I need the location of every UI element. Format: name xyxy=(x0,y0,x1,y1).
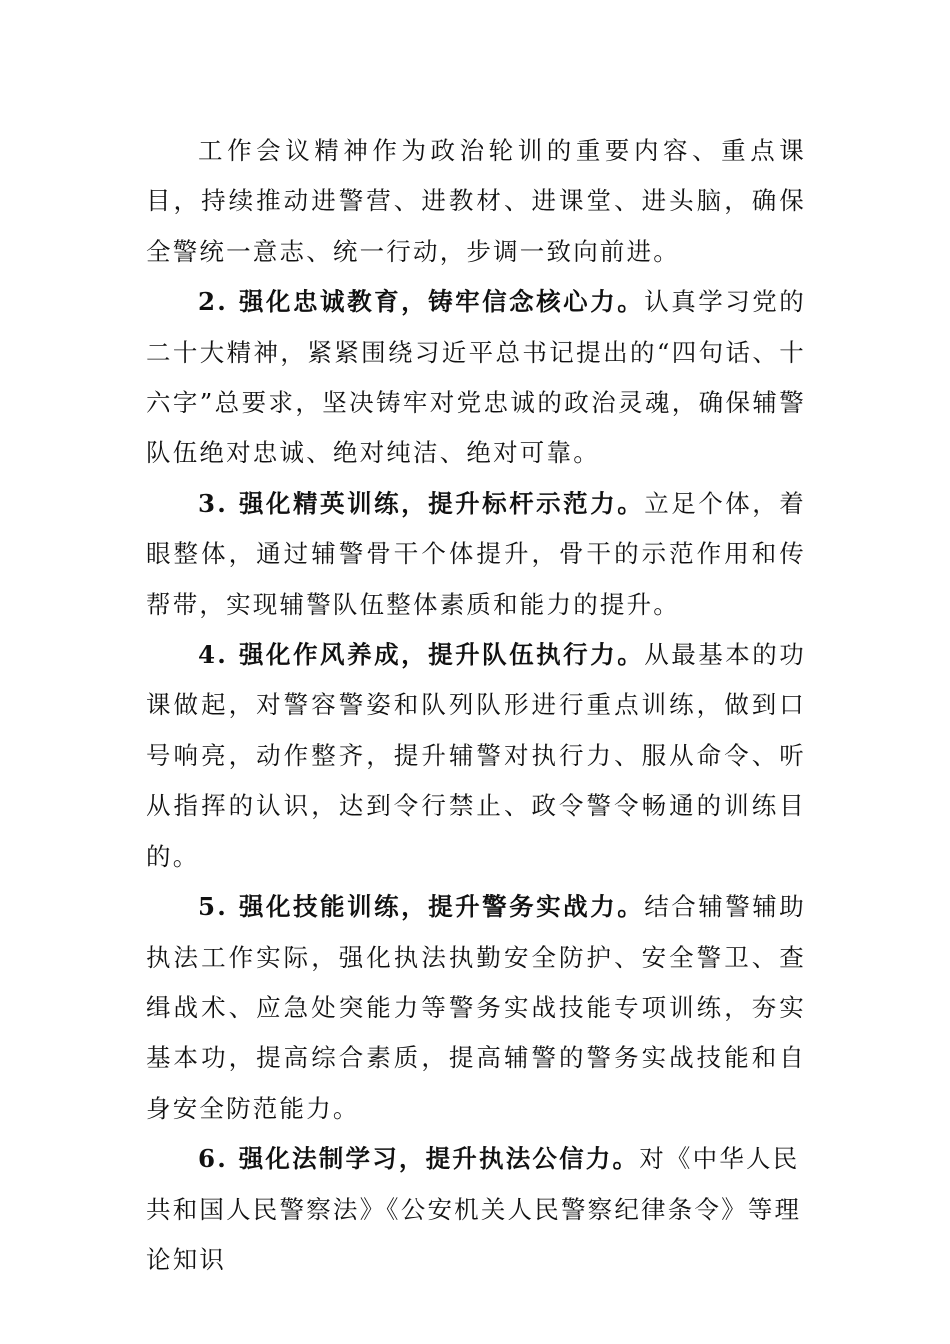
paragraph-6 xyxy=(146,1134,806,1285)
paragraph-2 xyxy=(146,277,806,479)
paragraph-4 xyxy=(146,630,806,882)
paragraph-1 xyxy=(146,126,806,277)
paragraph-4-body: 从最基本的功课做起，对警容警姿和队列队形进行重点训练，做到口号响亮，动作整齐，提升辅警对执行力、服从命令、听从指挥的认识，达到令行禁止、政令警令畅通的训练目的。 xyxy=(146,640,806,871)
paragraph-5-body: 结合辅警辅助执法工作实际，强化执法执勤安全防护、安全警卫、查缉战术、应急处突能力等警务实战技能专项训练，夯实基本功，提高综合素质，提高辅警的警务实战技能和自身安全防范能力。 xyxy=(146,892,806,1123)
paragraph-3-lead: 3. 强化精英训练，提升标杆示范力。 xyxy=(198,488,645,518)
paragraph-3-body: 立足个体，着眼整体，通过辅警骨干个体提升，骨干的示范作用和传帮带，实现辅警队伍整体素质和能力的提升。 xyxy=(146,488,806,619)
paragraph-5 xyxy=(146,882,806,1134)
paragraph-6-lead: 6. 强化法制学习，提升执法公信力。 xyxy=(198,1144,640,1174)
paragraph-6-body: 对《中华人民共和国人民警察法》《公安机关人民警察纪律条令》等理论知识 xyxy=(146,1144,802,1274)
paragraph-2-lead: 2. 强化忠诚教育，铸牢信念核心力。 xyxy=(198,287,645,317)
paragraph-5-lead: 5. 强化技能训练，提升警务实战力。 xyxy=(198,892,645,922)
document-body xyxy=(146,126,806,1285)
paragraph-3 xyxy=(146,479,806,630)
paragraph-1-body: 工作会议精神作为政治轮训的重要内容、重点课目，持续推动进警营、进教材、进课堂、进头脑，确保全警统一意志、统一行动，步调一致向前进。 xyxy=(146,136,806,266)
paragraph-2-body: 认真学习党的二十大精神，紧紧围绕习近平总书记提出的“四句话、十六字”总要求，坚决铸牢对党忠诚的政治灵魂，确保辅警队伍绝对忠诚、绝对纯洁、绝对可靠。 xyxy=(146,287,806,468)
paragraph-4-lead: 4. 强化作风养成，提升队伍执行力。 xyxy=(198,640,645,670)
